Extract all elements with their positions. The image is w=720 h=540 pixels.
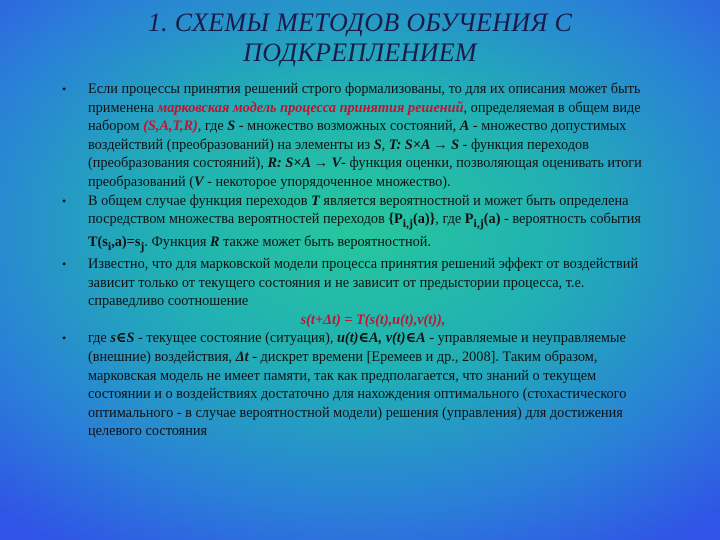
text: - функция оценки, позволяющая оценивать итоги преобразований ( — [88, 155, 642, 190]
highlight-tuple: (S,A,T,R) — [143, 118, 198, 135]
bullet-icon: • — [62, 193, 67, 208]
bullet-icon: • — [62, 257, 67, 272]
slide-title-line-1: 1. СХЕМЫ МЕТОДОВ ОБУЧЕНИЯ С — [147, 8, 573, 37]
symbol: ,a)=s — [111, 233, 141, 250]
symbol: P — [464, 211, 474, 228]
bullet-item-2 — [58, 192, 658, 256]
symbol: Δt — [235, 349, 249, 366]
text: где — [88, 330, 111, 347]
slide-content — [58, 80, 658, 441]
symbol: T(s — [88, 233, 108, 250]
text: - функция переходов (преобразования состояний), — [88, 136, 589, 172]
bullet-item-4 — [58, 329, 658, 441]
symbol: T — [311, 192, 320, 209]
text: - множество допустимых воздействий (преобразований) на элементы из — [88, 118, 627, 153]
bullet-icon: • — [62, 331, 67, 346]
text: Если процессы принятия решений строго формализованы, то для их описания может быть применена — [88, 81, 641, 116]
symbol: R — [210, 233, 220, 250]
text: , где — [435, 211, 465, 228]
text: - управляемые и неуправляемые (внешние) воздействия, — [88, 330, 626, 366]
highlight-term: марковская модель процесса принятия решений — [157, 99, 464, 116]
text: также может быть вероятностной. — [219, 233, 432, 250]
subscript: i — [107, 238, 112, 253]
text: В общем случае функция переходов — [88, 192, 312, 209]
text: , — [381, 136, 389, 153]
subscript: j — [140, 238, 145, 253]
symbol: V — [193, 173, 204, 190]
bullet-item-1 — [58, 80, 658, 192]
symbol: T: S×A → S — [388, 136, 460, 153]
subscript: i,j — [473, 216, 484, 231]
symbol: u(t)∈A, v(t)∈A — [336, 330, 426, 347]
text: , где — [197, 118, 228, 135]
symbol: S — [227, 118, 236, 135]
text: - текущее состояние (ситуация), — [134, 330, 337, 347]
text: Известно, что для марковской модели процесса принятия решений эффект от воздействий зависит только от текущего состояния и не зависит от предыстории процесса, т.е. справедливо соотношение — [88, 256, 639, 310]
text: является вероятностной и может быть определена посредством множества вероятностей переходов — [88, 192, 629, 228]
text: . Функция — [144, 233, 211, 250]
text: , определяемая в общем виде набором — [88, 99, 641, 135]
text: - множество возможных состояний, — [235, 118, 460, 135]
symbol: S — [373, 136, 382, 153]
symbol: A — [459, 118, 470, 135]
subscript: i,j — [402, 216, 413, 231]
symbol: s∈S — [110, 330, 135, 347]
markov-formula: s(t+Δt) = T(s(t),u(t),v(t)), — [300, 311, 446, 328]
symbol: R: S×A → V — [267, 155, 342, 172]
text: - вероятность события — [500, 211, 641, 228]
symbol: {P — [388, 211, 403, 228]
bullet-item-3 — [58, 255, 658, 329]
symbol: (a) — [483, 211, 501, 228]
slide-title — [60, 8, 660, 68]
text: - некоторое упорядоченное множество). — [203, 173, 451, 190]
text: - дискрет времени [Еремеев и др., 2008]. Таким образом, марковская модель не имеет памяти, так как предполагается, что знаний о текущем состоянии и о воздействиях достаточно для нахождения оптимального (стохастического оптимального - в случае вероятностной модели) решения (управления) для достижения целевого состояния — [88, 349, 627, 440]
symbol: (a)} — [412, 211, 436, 228]
slide-title-line-2: ПОДКРЕПЛЕНИЕМ — [243, 38, 477, 67]
bullet-icon: • — [62, 82, 67, 96]
